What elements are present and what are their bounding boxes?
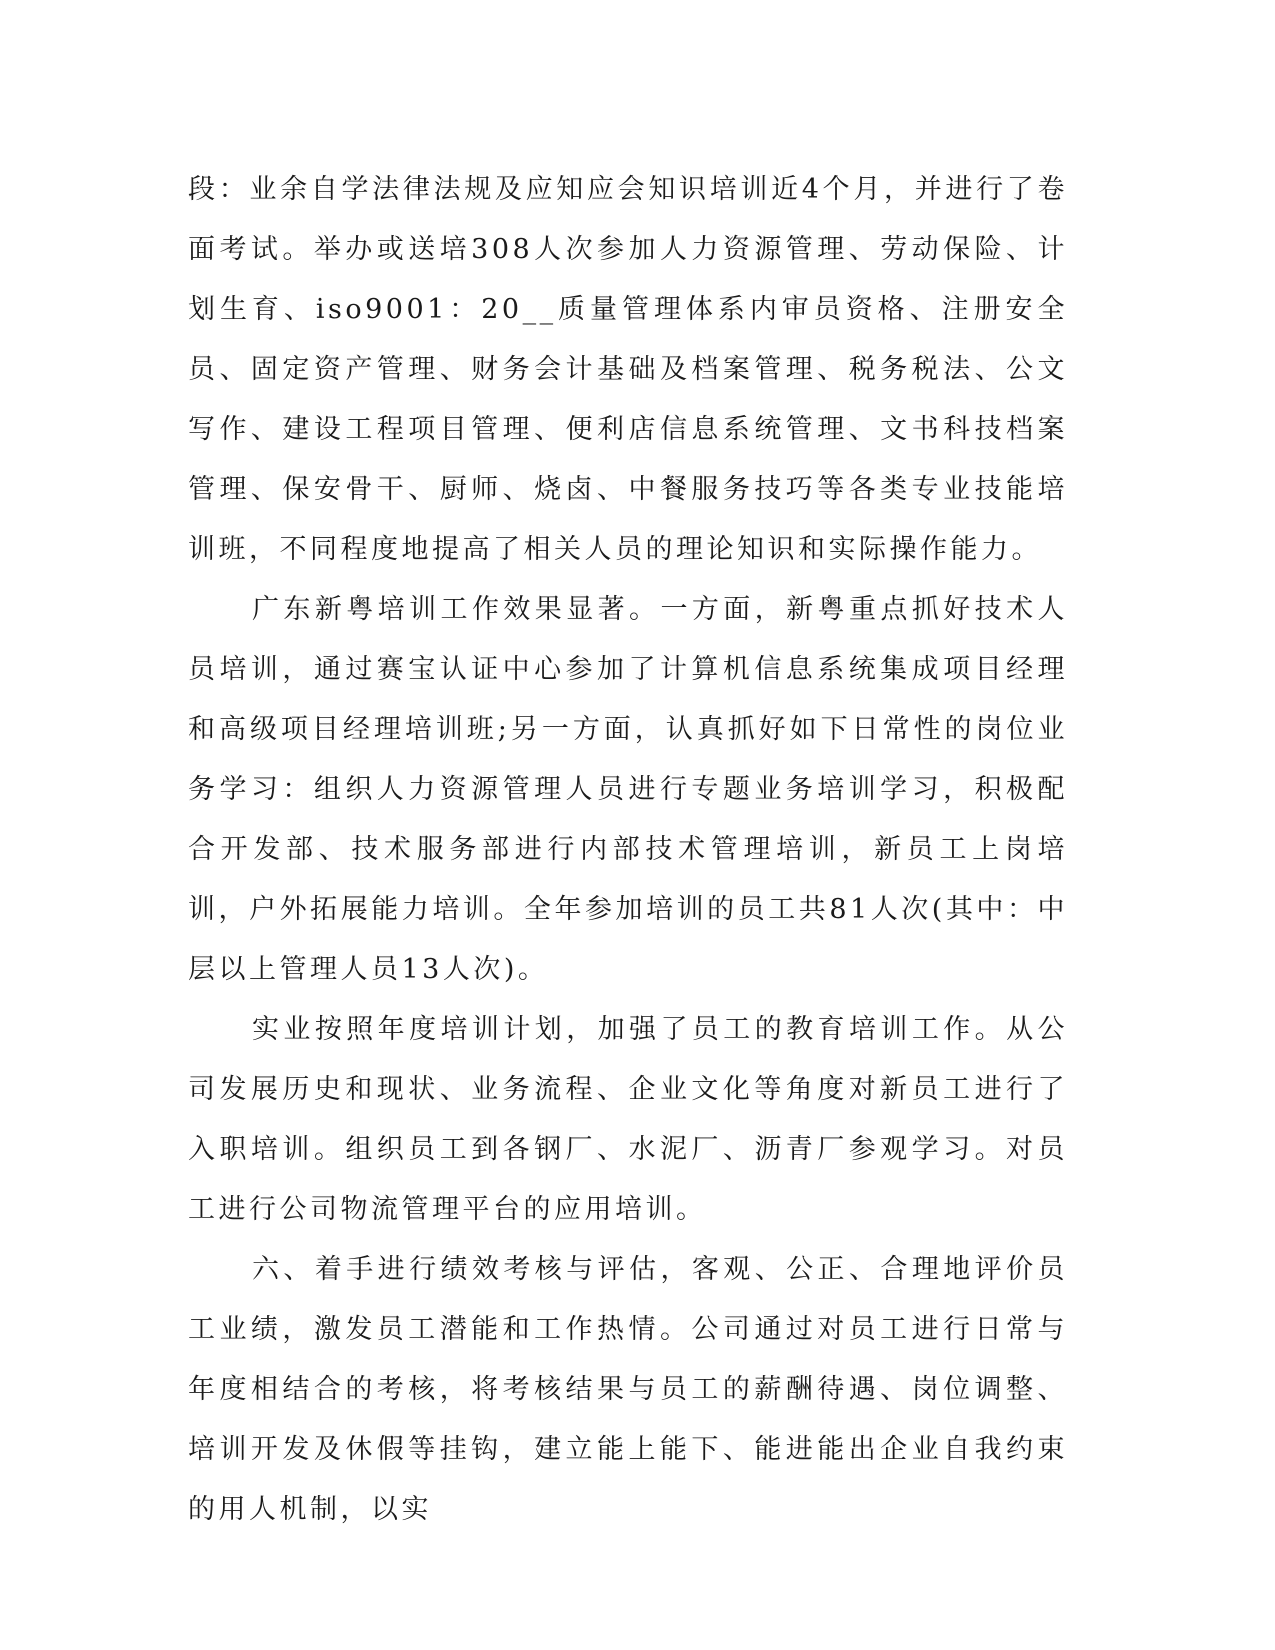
paragraph-4: 六、着手进行绩效考核与评估，客观、公正、合理地评价员工业绩，激发员工潜能和工作热情。公司通过对员工进行日常与年度相结合的考核，将考核结果与员工的薪酬待遇、岗位调整、培训开发及休假等挂钩，建立能上能下、能进能出企业自我约束的用人机制，以实 [188, 1254, 1068, 1525]
paragraph-1: 段：业余自学法律法规及应知应会知识培训近4个月，并进行了卷面考试。举办或送培308人次参加人力资源管理、劳动保险、计划生育、iso9001：20__质量管理体系内审员资格、注册安全员、固定资产管理、财务会计基础及档案管理、税务税法、公文写作、建设工程项目管理、便利店信息系统管理、文书科技档案管理、保安骨干、厨师、烧卤、中餐服务技巧等各类专业技能培训班，不同程度地提高了相关人员的理论知识和实际操作能力。 [188, 174, 1068, 565]
paragraph-3: 实业按照年度培训计划，加强了员工的教育培训工作。从公司发展历史和现状、业务流程、企业文化等角度对新员工进行了入职培训。组织员工到各钢厂、水泥厂、沥青厂参观学习。对员工进行公司物流管理平台的应用培训。 [188, 1014, 1068, 1225]
document-body [188, 160, 1068, 1540]
paragraph-2: 广东新粤培训工作效果显著。一方面，新粤重点抓好技术人员培训，通过赛宝认证中心参加了计算机信息系统集成项目经理和高级项目经理培训班;另一方面，认真抓好如下日常性的岗位业务学习：组织人力资源管理人员进行专题业务培训学习，积极配合开发部、技术服务部进行内部技术管理培训，新员工上岗培训，户外拓展能力培训。全年参加培训的员工共81人次(其中：中层以上管理人员13人次)。 [188, 594, 1068, 985]
